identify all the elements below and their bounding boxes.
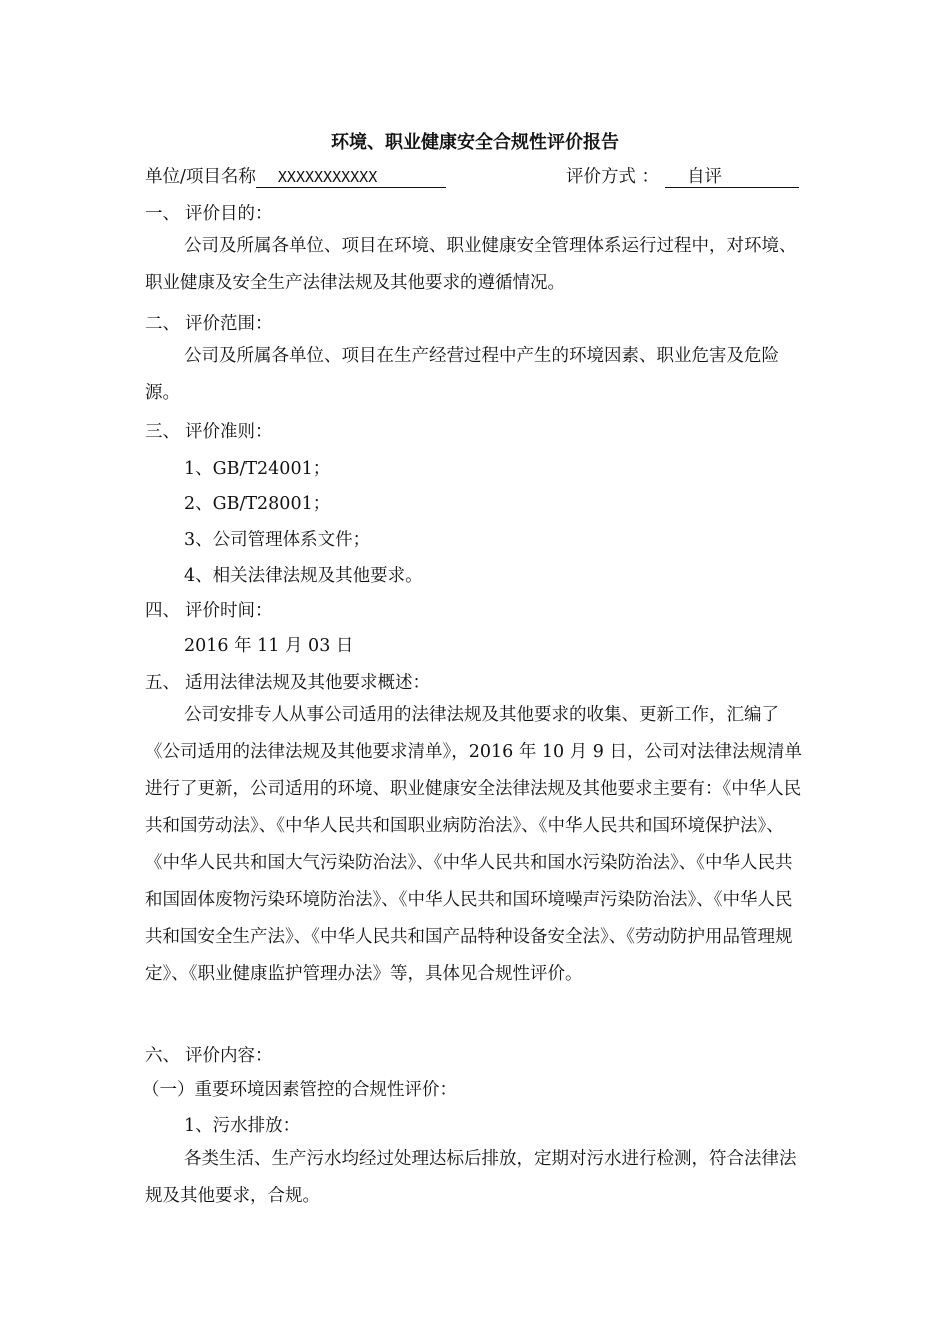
- criteria-item: 1、GB/T24001；: [184, 459, 331, 479]
- section-1-body: 公司及所属各单位、项目在环境、职业健康安全管理体系运行过程中，对环境、职业健康及安全生产法律法规及其他要求的遵循情况。: [145, 236, 797, 293]
- section-number: 一、: [145, 204, 180, 224]
- section-3-heading: [145, 418, 273, 443]
- section-5-body: 公司安排专人从事公司适用的法律法规及其他要求的收集、更新工作，汇编了《公司适用的法律法规及其他要求清单》，2016 年 10 月 9 日，公司对法律法规清单进行了更新，公司适用的环境、职业健康安全法律法规及其他要求主要有：《中华人民共和国劳动法》、《中华人民共和国职业病防治法》、《中华人民共和国环境保护法》、《中华人民共和国大气污染防治法》、《中华人民共和国水污染防治法》、《中华人民共和国固体废物污染环境防治法》、《中华人民共和国环境噪声污染防治法》、《中华人民共和国安全生产法》、《中华人民共和国产品特种设备安全法》、《劳动防护用品管理规定》、《职业健康监护管理办法》等，具体见合规性评价。: [145, 705, 802, 984]
- section-title: 评价范围：: [185, 314, 273, 334]
- section-1-heading: [145, 200, 273, 225]
- section-title: 评价内容：: [185, 1046, 273, 1066]
- subsection-item-body: 各类生活、生产污水均经过处理达标后排放，定期对污水进行检测，符合法律法规及其他要求，合规。: [145, 1149, 797, 1206]
- method-row: [566, 163, 799, 188]
- section-2-heading: [145, 310, 273, 335]
- section-4-heading: [145, 597, 273, 622]
- section-title: 适用法律法规及其他要求概述：: [185, 673, 430, 693]
- document-title: 环境、职业健康安全合规性评价报告: [331, 132, 619, 153]
- method-label: 评价方式 ：: [566, 167, 660, 187]
- method-value: 自评: [665, 167, 799, 188]
- unit-value: XXXXXXXXXXX: [256, 167, 446, 188]
- section-number: 五、: [145, 673, 180, 693]
- criteria-item: 4、相关法律法规及其他要求。: [184, 566, 423, 586]
- section-title: 评价时间：: [185, 601, 273, 621]
- section-5-heading: [145, 669, 430, 694]
- section-number: 二、: [145, 314, 180, 334]
- section-6-heading: [145, 1042, 273, 1067]
- unit-label: 单位/项目名称: [145, 167, 256, 187]
- section-title: 评价准则：: [185, 422, 273, 442]
- evaluation-date: 2016 年 11 月 03 日: [184, 636, 354, 656]
- section-number: 六、: [145, 1046, 180, 1066]
- section-number: 四、: [145, 601, 180, 621]
- section-2-body: 公司及所属各单位、项目在生产经营过程中产生的环境因素、职业危害及危险源。: [145, 346, 779, 403]
- subsection-item-heading: 1、污水排放：: [184, 1116, 301, 1136]
- section-title: 评价目的：: [185, 204, 273, 224]
- section-number: 三、: [145, 422, 180, 442]
- criteria-item: 2、GB/T28001；: [184, 494, 331, 514]
- subsection-1-heading: （一）重要环境因素管控的合规性评价：: [142, 1080, 457, 1100]
- criteria-item: 3、公司管理体系文件；: [184, 530, 371, 550]
